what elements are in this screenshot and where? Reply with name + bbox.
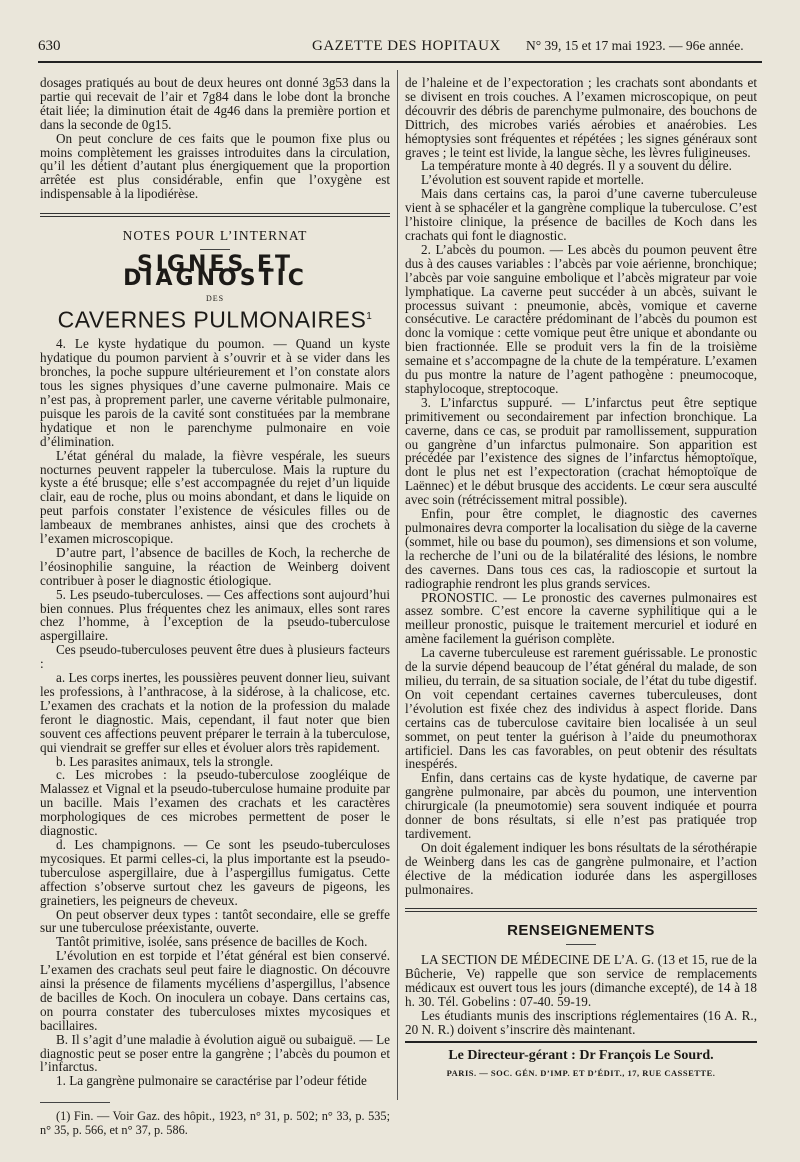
imprint-rule	[405, 1041, 757, 1043]
paragraph: PRONOSTIC. — Le pronostic des cavernes pulmonaires est assez sombre. C’est encore la caverne syphilitique qui a le meilleur pronostic, puisque le traitement mercuriel et ioduré en amène facilement la guérison complète.	[405, 589, 757, 647]
header-rule	[38, 61, 762, 63]
paragraph: Ces pseudo-tuberculoses peuvent être dues à plusieurs facteurs :	[40, 642, 390, 672]
paragraph: On peut conclure de ces faits que le poumon fixe plus ou moins complètement les graisses introduites dans la circulation, qu’il les détient d’autant plus énergiquement que la proportion arrêtée est plus considérable, enfin que l’oxygène est indispensable à la lipodiérèse.	[40, 130, 390, 202]
right-column	[405, 76, 757, 1081]
paragraph: L’état général du malade, la fièvre vespérale, les sueurs nocturnes peuvent rappeler la tuberculose. Mais la rupture du kyste a été brusque; elle s’est accompagnée du rejet d’un liquide clair, eau de roche, plus ou moins abondant, et dans le liquide on peut parfois constater l’existence de vésicules filles ou de lambeaux de membranes anhistes, ainsi que des crochets à l’examen microscopique.	[40, 447, 390, 547]
section-divider	[40, 213, 390, 217]
paragraph: dosages pratiqués au bout de deux heures ont donné 3g53 dans la partie qui recevait de l’air et 7g84 dans le lobe dont la bronche était liée; la diminution était de 4g46 dans la première portion et dans la seconde de 0g15.	[40, 75, 390, 132]
paragraph: Les étudiants munis des inscriptions réglementaires (16 A. R., 20 N. R.) doivent s’inscrire dès maintenant.	[405, 1008, 757, 1037]
article-subtitle	[40, 306, 390, 333]
section-label: NOTES POUR L’INTERNAT	[122, 228, 308, 244]
paragraph: La température monte à 40 degrés. Il y a souvent du délire.	[421, 158, 732, 174]
paragraph: c. Les microbes : la pseudo-tuberculose zoogléique de Malassez et Vignal et la pseudo-tuberculose humaine produite par un bacille. Mais l’examen des crachats et les caractères morphologiques de ces microbes permettent de poser le diagnostic.	[40, 767, 390, 839]
paragraph: LA SECTION DE MÉDECINE DE L’A. G. (13 et 15, rue de la Bûcherie, Ve) rappelle que son service de remplacements médicaux est ouvert tous les jours (dimanche excepté), de 14 à 18 h. 30. Tél. Gobelins : 07-40. 59-19.	[405, 952, 757, 1010]
paragraph: L’évolution en est torpide et l’état général est bien conservé. L’examen des crachats seul peut faire le diagnostic. On découvre ainsi la présence de filaments mycéliens d’aspergillus, l’absence de bacilles de Koch. On inoculera un cobaye. Dans certains cas, on pourra constater des tuberculoses mixtes mycosiques et bacillaires.	[40, 948, 390, 1033]
article-title-connector: DES	[205, 293, 225, 303]
paragraph: d. Les champignons. — Ce sont les pseudo-tuberculoses mycosiques. Et parmi celles-ci, la plus importante est la pseudo-tuberculose aspergillaire, due à l’aspergillus fumigatus. Cette affection s’observe surtout chez les gaveurs de pigeons, les grainetiers, les peigneurs de cheveux.	[40, 836, 390, 908]
ornament-rule	[566, 944, 596, 945]
paragraph: On peut observer deux types : tantôt secondaire, elle se greffe sur une tuberculose préexistante, ouverte.	[40, 906, 390, 936]
paragraph: 4. Le kyste hydatique du poumon. — Quand un kyste hydatique du poumon parvient à s’ouvrir et à se vider dans les bronches, la poche suppure ultérieurement et l’on constate alors tous les signes physiques d’une caverne pulmonaire. Mais ce n’est pas, à proprement parler, une caverne véritable pulmonaire, puisque les parois de la cavité sont constituées par la membrane hydatique et non le parenchyme pulmonaire en voie d’élimination.	[40, 336, 390, 449]
issue-date: N° 39, 15 et 17 mai 1923. — 96e année.	[526, 38, 744, 53]
paragraph: L’évolution est souvent rapide et mortelle.	[421, 172, 644, 188]
ornament-rule	[200, 249, 230, 250]
paragraph: 5. Les pseudo-tuberculoses. — Ces affections sont aujourd’hui bien connues. Plus fréquentes chez les animaux, elles sont rares chez l’homme, à l’exception de la pseudo-tuberculose aspergillaire.	[40, 586, 390, 644]
paragraph: b. Les parasites animaux, tels la strongle.	[56, 753, 274, 769]
paragraph: Enfin, dans certains cas de kyste hydatique, de caverne par gangrène pulmonaire, par abcès du poumon, une intervention chirurgicale (la pneumotomie) sera souvent indiquée et pourra donner de bons résultats, si elle n’est pas pratiquée trop tardivement.	[405, 770, 757, 841]
journal-title: GAZETTE DES HOPITAUX	[312, 38, 501, 54]
paragraph: B. Il s’agit d’une maladie à évolution aiguë ou subaiguë. — Le diagnostic peut se poser entre la gangrène ; l’abcès du poumon et l’infarctus.	[40, 1031, 390, 1075]
paragraph: La caverne tuberculeuse est rarement guérissable. Le pronostic de la survie dépend beaucoup de l’état général du malade, de son milieu, du terrain, de sa situation sociale, de l’état du tube digestif. On voit cependant certaines cavernes tuberculeuses, dont l’évolution est fixée chez des individus à aspect floride. Dans certains cas de tuberculose cavitaire bien localisée à un seul sommet, on peut tenter la guérison à l’aide du pneumothorax artificiel. Dans les cas favorables, on peut obtenir des résultats inespérés.	[405, 645, 757, 772]
article-subtitle-text: CAVERNES PULMONAIRES	[57, 306, 367, 333]
paragraph: On doit également indiquer les bons résultats de la sérothérapie de Weinberg dans les cas de gangrène pulmonaire, et l’action élective de la médication iodurée dans les aspergilloses pulmonaires.	[405, 839, 757, 897]
paragraph: Tantôt primitive, isolée, sans présence de bacilles de Koch.	[56, 934, 368, 950]
paragraph: D’autre part, l’absence de bacilles de Koch, la recherche de l’éosinophilie sanguine, la réaction de Weinberg doivent contribuer à poser le diagnostic étiologique.	[40, 544, 390, 588]
left-column	[40, 76, 390, 1137]
paragraph: Enfin, pour être complet, le diagnostic des cavernes pulmonaires devra comporter la localisation du siège de la caverne (sommet, hile ou base du poumon), ses dimensions et son volume, la recherche de l’uni ou de la bilatéralité des lésions, le nombre des cavernes. Dans tous ces cas, la radioscopie et surtout la radiographie rendront les plus grands services.	[405, 506, 757, 591]
paragraph: 1. La gangrène pulmonaire se caractérise par l’odeur fétide	[56, 1073, 367, 1089]
director-line: Le Directeur-gérant : Dr François Le Sourd.	[448, 1047, 714, 1063]
column-divider	[397, 70, 398, 1100]
paragraph: 2. L’abcès du poumon. — Les abcès du poumon peuvent être dus à des causes variables : l’abcès par voie aérienne, bronchique; l’abcès par voie sanguine embolique et l’abcès migrateur par voie lymphatique. La caverne peut succéder à un abcès, suivant le processus suivant : pneumonie, abcès, vomique et caverne consécutive. Le caractère prédominant de l’abcès du poumon est donc la vomique : cette vomique peut être unique et abondante ou bien fractionnée. Elle se produit vers la fin de la troisième semaine et s’accompagne de la chute de la température. L’examen du pus montre la nature de l’agent pathogène : pneumocoque, staphylocoque, streptocoque.	[405, 241, 757, 396]
section-heading: RENSEIGNEMENTS	[507, 922, 655, 940]
section-divider	[405, 908, 757, 912]
page-header	[0, 38, 800, 58]
paragraph: de l’haleine et de l’expectoration ; les crachats sont abondants et se divisent en trois couches. A l’examen microscopique, on peut découvrir des débris de parenchyme pulmonaire, des bouchons de Dittrich, des microbes variés aérobies et anaérobies. Les hémoptysies sont fréquentes et répétées ; les signes généraux sont graves ; le teint est livide, la langue sèche, les lèvres fuligineuses.	[405, 75, 757, 160]
paragraph: 3. L’infarctus suppuré. — L’infarctus peut être septique primitivement ou secondairement par infection bronchique. La caverne, dans ce cas, se produit par ramollissement, suppuration ou gangrène d’un infarctus pulmonaire. Son apparition est précédée par l’existence des signes de l’infarctus hémoptoïque, dont le plus net est l’expectoration (crachat hémoptoïque de Laënnec) et le début brusque des accidents. Le cœur sera ausculté avec soin (rétrécissement mitral possible).	[405, 394, 757, 508]
paragraph: a. Les corps inertes, les poussières peuvent donner lieu, suivant les professions, à l’anthracose, à la sidérose, à la chalicose, etc. L’examen des crachats et la notion de la profession du malade feront le diagnostic. Mais, cependant, il faut noter que bien souvent ces affections peuvent préparer le terrain à la tuberculose, qui viendrait se greffer sur elles et évoluer alors très rapidement.	[40, 670, 390, 755]
footnote: (1) Fin. — Voir Gaz. des hôpit., 1923, n° 31, p. 502; n° 33, p. 535; n° 35, p. 566, et n° 37, p. 586.	[40, 1109, 390, 1138]
footnote-marker: 1	[366, 310, 373, 322]
page-number: 630	[38, 38, 61, 54]
footnote-rule	[40, 1102, 110, 1103]
printer-line: PARIS. — SOC. GÉN. D’IMP. ET D’ÉDIT., 17, RUE CASSETTE.	[446, 1067, 716, 1078]
article-title: SIGNES ET DIAGNOSTIC	[123, 252, 307, 291]
paragraph: Mais dans certains cas, la paroi d’une caverne tuberculeuse vient à se sphacéler et la gangrène complique la tuberculose. C’est l’histoire clinique, la présence de bacilles de Koch dans les crachats qui font le diagnostic.	[405, 186, 757, 243]
